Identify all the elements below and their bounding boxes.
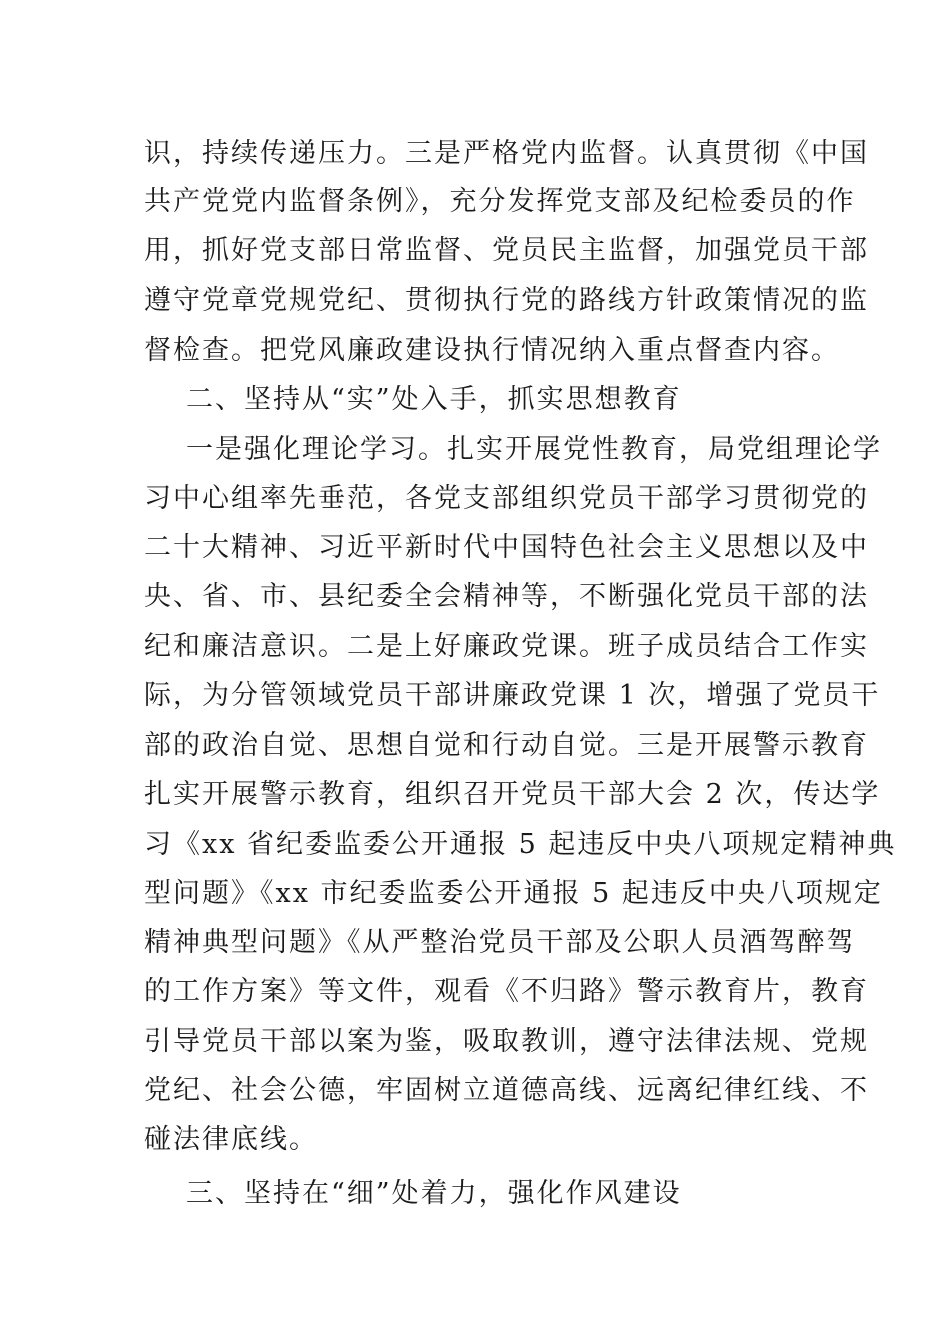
text-line: 用，抓好党支部日常监督、党员民主监督，加强党员干部 — [144, 235, 869, 266]
text-line: 习《xx 省纪委监委公开通报 5 起违反中央八项规定精神典 — [144, 829, 897, 860]
text-line: 的工作方案》等文件，观看《不归路》警示教育片，教育 — [144, 976, 869, 1007]
section-heading: 二、坚持从“实”处入手，抓实思想教育 — [186, 384, 682, 415]
text-line: 扎实开展警示教育，组织召开党员干部大会 2 次，传达学 — [144, 779, 881, 810]
text-line: 督检查。把党风廉政建设执行情况纳入重点督查内容。 — [144, 335, 840, 366]
text-line: 际，为分管领域党员干部讲廉政党课 1 次，增强了党员干 — [144, 680, 881, 711]
text-line: 纪和廉洁意识。二是上好廉政党课。班子成员结合工作实 — [144, 631, 869, 662]
text-line: 共产党党内监督条例》，充分发挥党支部及纪检委员的作 — [144, 186, 856, 217]
text-line: 型问题》《xx 市纪委监委公开通报 5 起违反中央八项规定 — [144, 878, 883, 909]
text-line: 碰法律底线。 — [144, 1124, 318, 1155]
section-heading: 三、坚持在“细”处着力，强化作风建设 — [186, 1178, 682, 1209]
text-line: 央、省、市、县纪委全会精神等，不断强化党员干部的法 — [144, 581, 869, 612]
text-line: 二十大精神、习近平新时代中国特色社会主义思想以及中 — [144, 532, 869, 563]
text-line: 识，持续传递压力。三是严格党内监督。认真贯彻《中国 — [144, 138, 869, 169]
text-line: 部的政治自觉、思想自觉和行动自觉。三是开展警示教育 — [144, 730, 869, 761]
text-line: 党纪、社会公德，牢固树立道德高线、远离纪律红线、不 — [144, 1075, 869, 1106]
text-line: 精神典型问题》《从严整治党员干部及公职人员酒驾醉驾 — [144, 927, 856, 958]
text-line: 一是强化理论学习。扎实开展党性教育，局党组理论学 — [186, 434, 882, 465]
text-line: 习中心组率先垂范，各党支部组织党员干部学习贯彻党的 — [144, 483, 869, 514]
text-line: 遵守党章党规党纪、贯彻执行党的路线方针政策情况的监 — [144, 285, 869, 316]
text-line: 引导党员干部以案为鉴，吸取教训，遵守法律法规、党规 — [144, 1026, 869, 1057]
